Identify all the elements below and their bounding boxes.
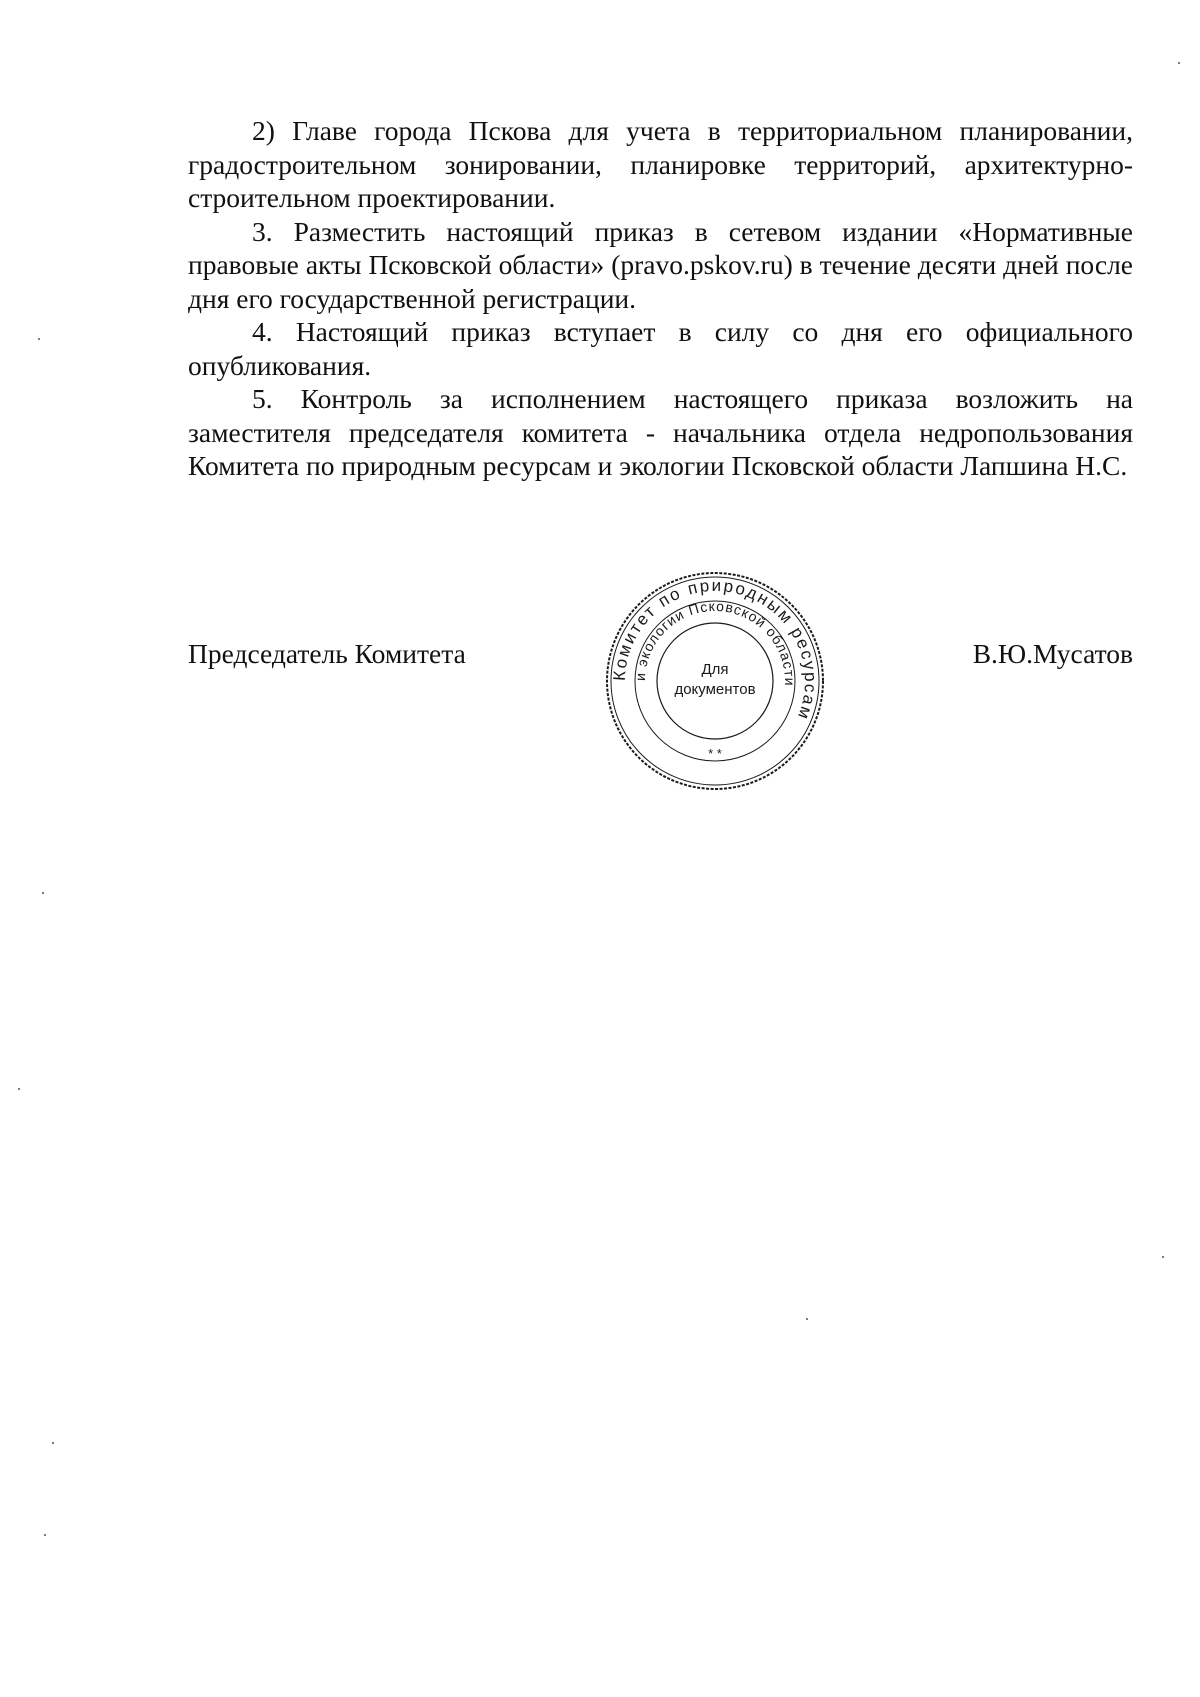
- scan-speck: [1178, 62, 1180, 64]
- document-body: [188, 114, 1133, 483]
- seal-outer-text: Комитет по природным ресурсам: [609, 575, 821, 724]
- official-seal: [600, 566, 830, 796]
- seal-center-line-2: документов: [674, 681, 756, 698]
- scan-speck: [1162, 1256, 1164, 1258]
- signatory-title: Председатель Комитета: [188, 638, 466, 669]
- paragraph-5: 5. Контроль за исполнением настоящего приказа возложить на заместителя председателя комитета - начальника отдела недропользования Комитета по природным ресурсам и экологии Псковской области Лапшина Н.С.: [188, 383, 1133, 481]
- scan-speck: [806, 1318, 808, 1320]
- paragraph-4: 4. Настоящий приказ вступает в силу со дня его официального опубликования.: [188, 316, 1133, 381]
- scan-speck: [44, 1534, 46, 1536]
- scan-speck: [18, 1088, 20, 1090]
- paragraph-2: 2) Главе города Пскова для учета в территориальном планировании, градостроительном зонировании, планировке территорий, архитектурно-строительном проектировании.: [188, 115, 1133, 213]
- scan-speck: [52, 1442, 54, 1444]
- seal-stars: * *: [708, 746, 722, 761]
- signatory-name: В.Ю.Мусатов: [972, 638, 1133, 669]
- seal-inner-text: и экологии Псковской области: [631, 597, 799, 687]
- scan-speck: [42, 892, 44, 894]
- paragraph-3: 3. Разместить настоящий приказ в сетевом издании «Нормативные правовые акты Псковской области» (pravo.pskov.ru) в течение десяти дней после дня его государственной регистрации.: [188, 215, 1133, 314]
- scan-speck: [38, 338, 40, 340]
- seal-center-line-1: Для: [701, 661, 729, 678]
